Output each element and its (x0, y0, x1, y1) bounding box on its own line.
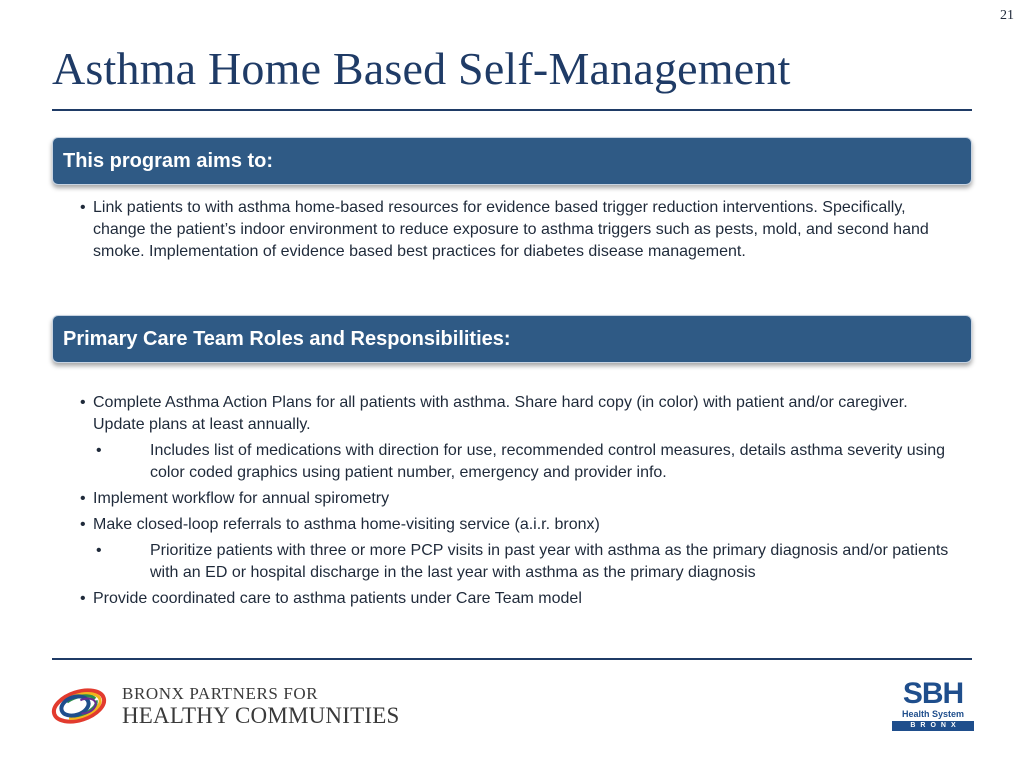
list-item-text: Includes list of medications with direction for use, recommended control measures, details asthma severity using color coded graphics using patient number, emergency and provider info. (150, 442, 946, 481)
section-header-roles (52, 315, 972, 363)
list-item-text: Implement workflow for annual spirometry (93, 490, 390, 507)
list-item-text: Prioritize patients with three or more PCP visits in past year with asthma as the primary diagnosis and/or patients with an ED or hospital discharge in the last year with asthma as the primary diagnosis (150, 542, 949, 581)
list-item-text: Make closed-loop referrals to asthma home-visiting service (a.i.r. bronx) (93, 516, 600, 533)
bullet-icon: • (80, 394, 86, 411)
bronx-partners-logo (50, 684, 399, 728)
bullet-icon: • (96, 542, 102, 559)
bullet-icon: • (80, 516, 86, 533)
sbh-logo-subtitle: Health System (901, 709, 965, 719)
bronx-partners-logo-text (122, 684, 399, 728)
roles-list (80, 392, 960, 614)
footer-divider (52, 658, 972, 660)
bullet-icon: • (80, 490, 86, 507)
sbh-logo-mark: SBH (902, 677, 964, 710)
page-number: 21 (1000, 8, 1014, 23)
sub-list-item (80, 440, 960, 484)
bullet-icon: • (96, 442, 102, 459)
list-item (80, 514, 960, 536)
section-header-text: This program aims to: (63, 149, 274, 172)
logo-line-1: BRONX PARTNERS FOR (122, 684, 319, 703)
logo-line-2: HEALTHY COMMUNITIES (122, 703, 400, 728)
bullet-icon: • (80, 199, 86, 216)
sbh-health-system-logo (892, 677, 974, 731)
section-header-program-aims (52, 137, 972, 185)
program-aims-list (80, 197, 960, 267)
list-item (80, 197, 960, 263)
section-header-text: Primary Care Team Roles and Responsibilities: (63, 327, 511, 350)
swirl-logo-icon (50, 684, 108, 728)
sbh-logo-band: BRONX (892, 721, 974, 731)
list-item (80, 488, 960, 510)
slide-title: Asthma Home Based Self-Management (52, 43, 791, 94)
sub-list-item (80, 540, 960, 584)
list-item-text: Complete Asthma Action Plans for all patients with asthma. Share hard copy (in color) with patient and/or caregiver. Update plans at least annually. (93, 394, 908, 433)
list-item-text: Provide coordinated care to asthma patients under Care Team model (93, 590, 582, 607)
title-divider (52, 109, 972, 111)
list-item (80, 588, 960, 610)
bullet-icon: • (80, 590, 86, 607)
list-item-text: Link patients to with asthma home-based resources for evidence based trigger reduction interventions. Specifically, change the patient’s indoor environment to reduce exposure to asthma triggers such as pests, mold, and second hand smoke. Implementation of evidence based best practices for diabetes disease management. (93, 199, 929, 260)
list-item (80, 392, 960, 436)
